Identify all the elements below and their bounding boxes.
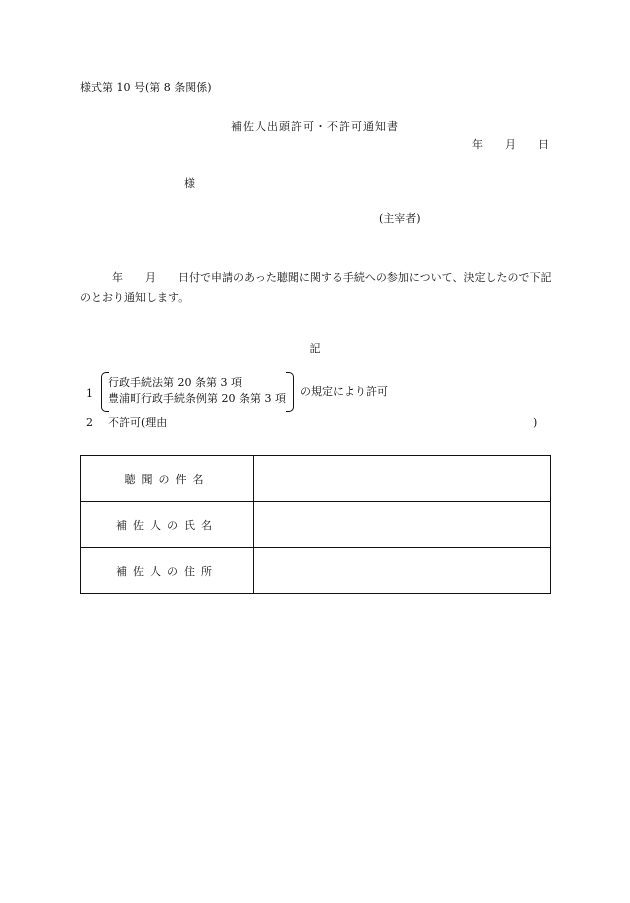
item1-law-2: 豊浦町行政手続条例第 20 条第 3 項 bbox=[108, 392, 286, 405]
table-row bbox=[81, 456, 551, 502]
body-text: 日付で申請のあった聴聞に関する手続への参加について、決定したので下記のとおり通知します。 bbox=[80, 271, 552, 304]
item2-text: 不許可(理由 bbox=[108, 416, 168, 429]
item2-close-paren: ) bbox=[533, 416, 538, 429]
table-label-hearing-title: 聴聞の件名 bbox=[81, 456, 254, 502]
ki-heading: 記 bbox=[309, 342, 321, 355]
item1-number: 1 bbox=[86, 387, 93, 400]
item1-suffix: の規定により許可 bbox=[300, 385, 388, 398]
date-year-label: 年 bbox=[472, 138, 483, 151]
date-line bbox=[472, 139, 549, 150]
body-paragraph bbox=[80, 268, 552, 308]
item1-law-1: 行政手続法第 20 条第 3 項 bbox=[108, 376, 242, 389]
table-label-assistant-address: 補佐人の住所 bbox=[81, 548, 254, 594]
table-label-assistant-name: 補佐人の氏名 bbox=[81, 502, 254, 548]
date-month-label: 月 bbox=[505, 138, 516, 151]
body-month-label: 月 bbox=[145, 271, 156, 284]
addressee-honorific: 様 bbox=[184, 177, 195, 190]
document-title: 補佐人出頭許可・不許可通知書 bbox=[231, 120, 399, 133]
table-row bbox=[81, 548, 551, 594]
form-number: 様式第 10 号(第 8 条関係) bbox=[80, 81, 212, 94]
table-value-hearing-title[interactable] bbox=[254, 456, 551, 502]
right-bracket bbox=[286, 372, 294, 412]
item2-number: 2 bbox=[86, 416, 93, 429]
table-row bbox=[81, 502, 551, 548]
organizer-label: (主宰者) bbox=[379, 212, 421, 225]
body-year-label: 年 bbox=[112, 271, 123, 284]
table-value-assistant-address[interactable] bbox=[254, 548, 551, 594]
info-table bbox=[80, 455, 551, 594]
date-day-label: 日 bbox=[538, 138, 549, 151]
body-date-prefix bbox=[80, 271, 178, 284]
table-value-assistant-name[interactable] bbox=[254, 502, 551, 548]
